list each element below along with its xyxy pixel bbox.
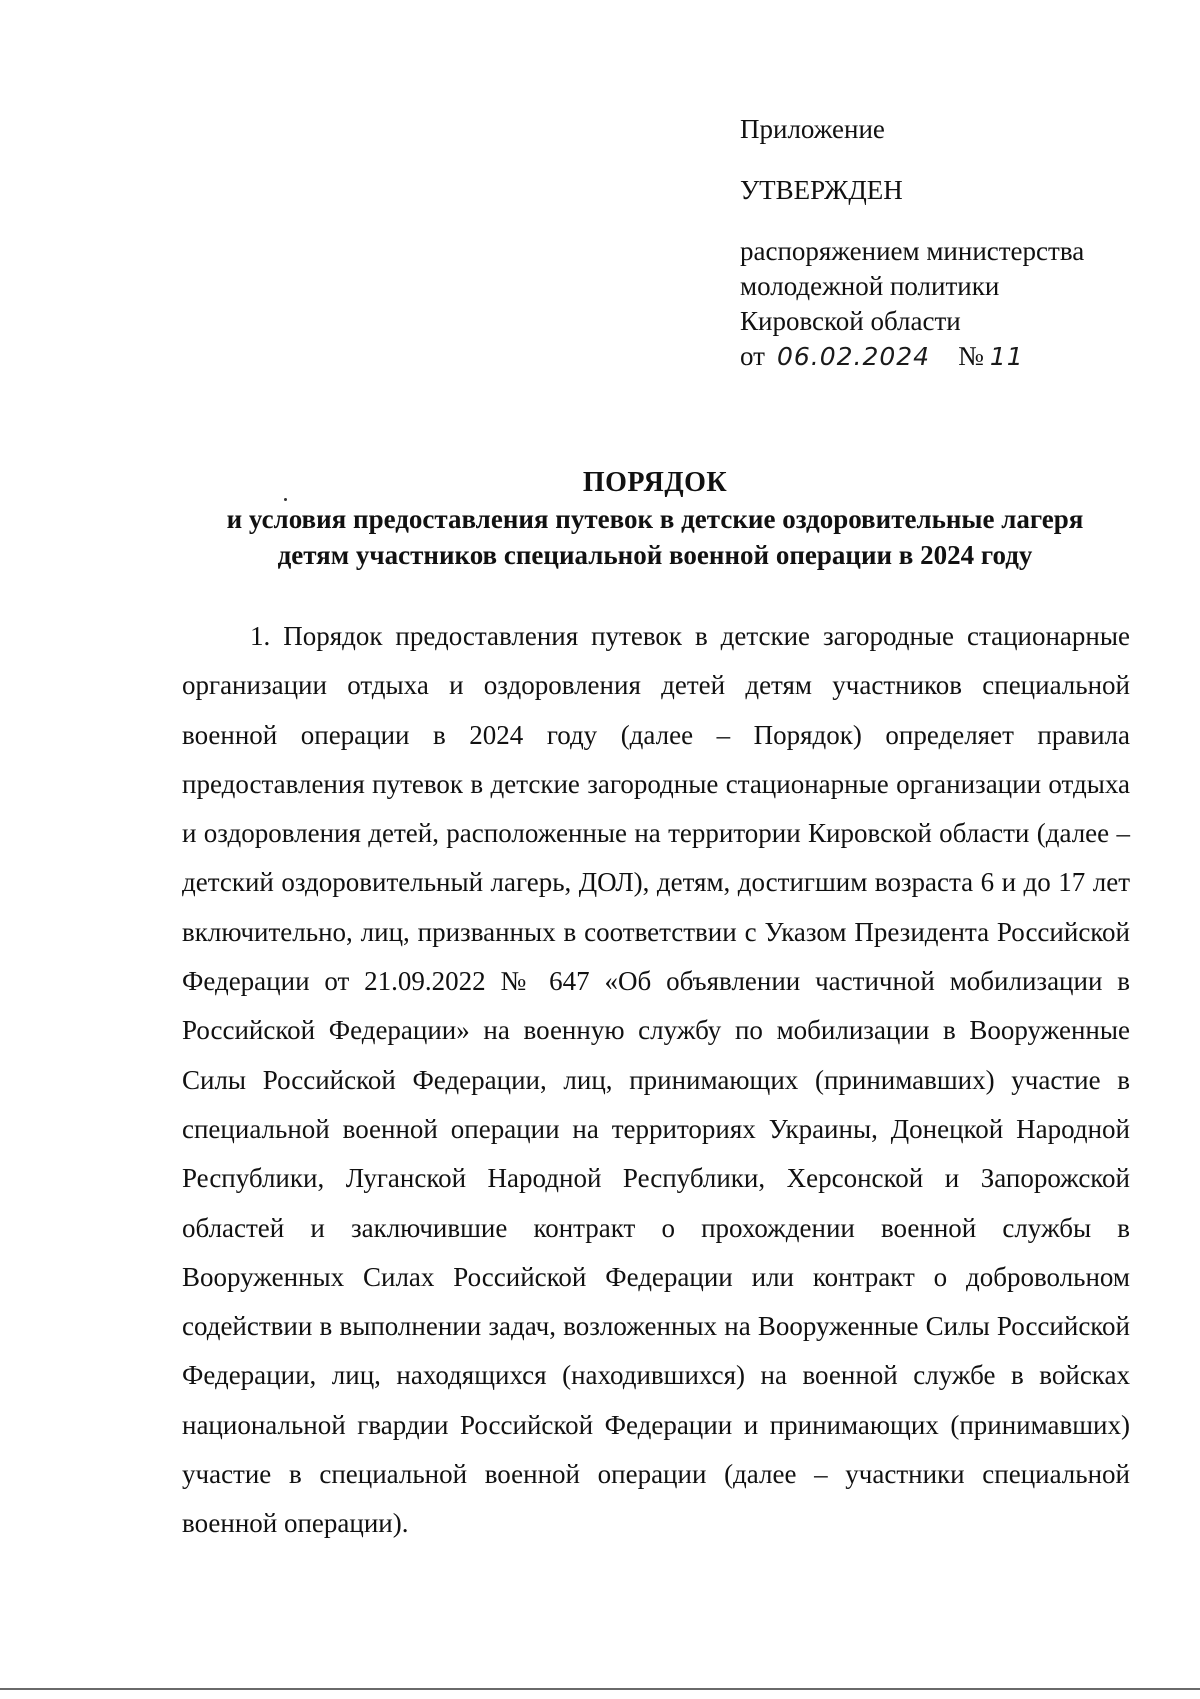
handwritten-number: 11 xyxy=(989,342,1024,371)
scan-bottom-edge xyxy=(0,1688,1200,1690)
paragraph-1: 1. Порядок предоставления путевок в детские загородные стационарные организации отдыха и оздоровления детей детям участников специальной военной операции в 2024 году (далее – Порядок) определяет правила предоставления путевок в детские загородные стационарные организации отдыха и оздоровления детей, расположенные на территории Кировской области (далее – детский оздоровительный лагерь, ДОЛ), детям, достигшим возраста 6 и до 17 лет включительно, лиц, призванных в соответствии с Указом Президента Российской Федерации от 21.09.2022 № 647 «Об объявлении частичной мобилизации в Российской Федерации» на военную службу по мобилизации в Вооруженные Силы Российской Федерации, лиц, принимающих (принимавших) участие в специальной военной операции на территориях Украины, Донецкой Народной Республики, Луганской Народной Республики, Херсонской и Запорожской областей и заключившие контракт о прохождении военной службы в Вооруженных Силах Российской Федерации или контракт о добровольном содействии в выполнении задач, возложенных на Вооруженные Силы Российской Федерации, лиц, находящихся (находившихся) на военной службе в войсках национальной гвардии Российской Федерации и принимающих (принимавших) участие в специальной военной операции (далее – участники специальной военной операции). xyxy=(182,621,1130,1539)
annex-label: Приложение xyxy=(740,114,885,144)
order-line-3: Кировской области xyxy=(740,306,961,336)
date-prefix: от xyxy=(740,341,765,371)
order-line-1: распоряжением министерства xyxy=(740,236,1085,266)
approved-label: УТВЕРЖДЕН xyxy=(740,175,903,205)
stray-dot xyxy=(284,498,287,501)
handwritten-date: 06.02.2024 xyxy=(776,342,931,371)
title-line-3: детям участников специальной военной операции в 2024 году xyxy=(277,540,1033,570)
date-number-line xyxy=(740,339,1160,374)
title-line-2: и условия предоставления путевок в детские оздоровительные лагеря xyxy=(226,504,1084,534)
title-main: ПОРЯДОК xyxy=(582,467,728,498)
document-title xyxy=(110,465,1200,573)
approval-stamp-block xyxy=(740,112,1160,374)
number-sign: № xyxy=(958,341,984,371)
order-line-2: молодежной политики xyxy=(740,271,1000,301)
